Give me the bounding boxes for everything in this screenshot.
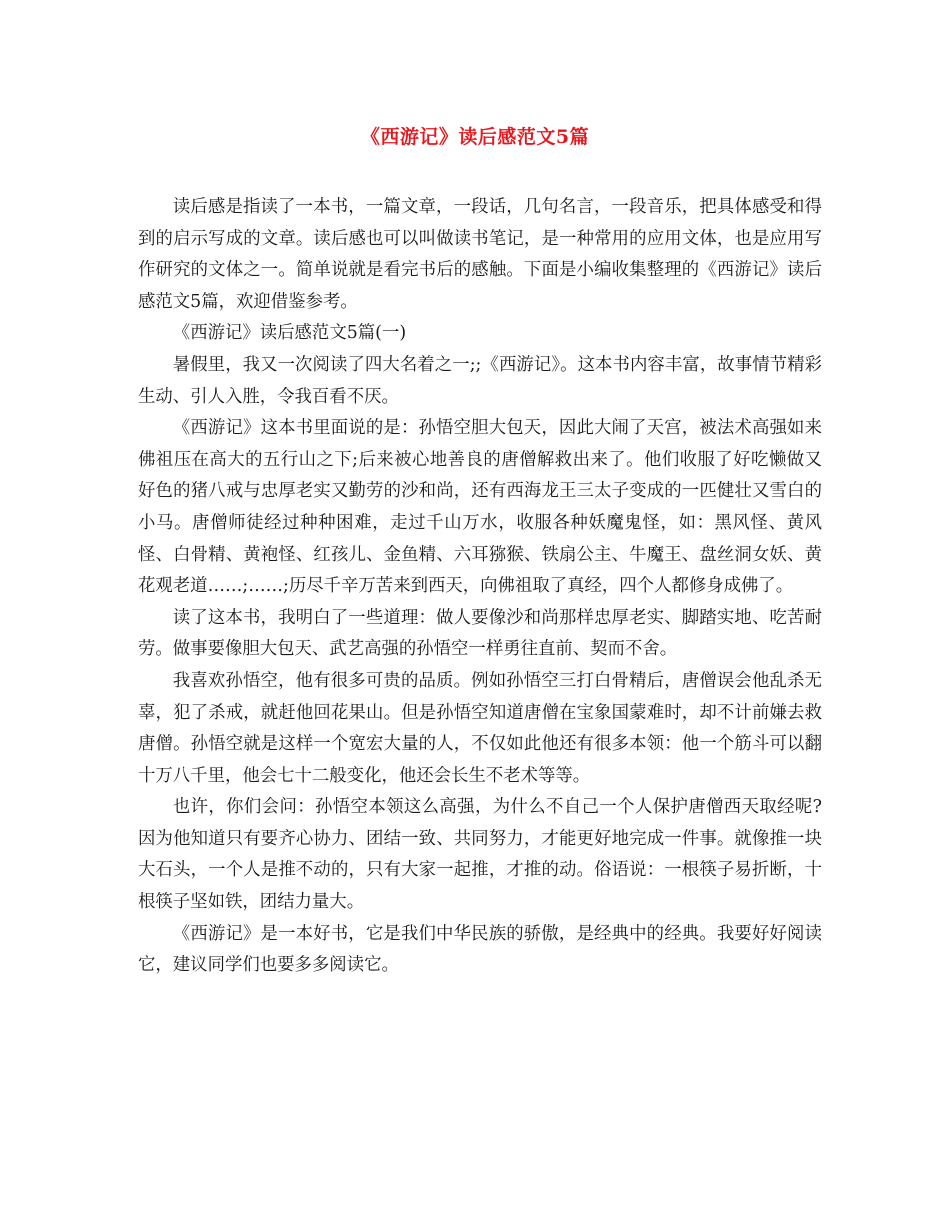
paragraph: 《西游记》是一本好书，它是我们中华民族的骄傲，是经典中的经典。我要好好阅读它，建议同学们也要多多阅读它。 (138, 923, 822, 976)
paragraph: 《西游记》这本书里面说的是：孙悟空胆大包天，因此大闹了天宫，被法术高强如来佛祖压在高大的五行山之下;后来被心地善良的唐僧解救出来了。他们收服了好吃懒做又好色的猪八戒与忠厚老实又勤劳的沙和尚，还有西海龙王三太子变成的一匹健壮又雪白的小马。唐僧师徒经过种种困难，走过千山万水，收服各种妖魔鬼怪，如：黑风怪、黄风怪、白骨精、黄袍怪、红孩儿、金鱼精、六耳猕猴、铁扇公主、牛魔王、盘丝洞女妖、黄花观老道……;……;历尽千辛万苦来到西天，向佛祖取了真经，四个人都修身成佛了。 (138, 418, 822, 597)
paragraph-intro: 读后感是指读了一本书，一篇文章，一段话，几句名言，一段音乐，把具体感受和得到的启示写成的文章。读后感也可以叫做读书笔记，是一种常用的应用文体，也是应用写作研究的文体之一。简单说就是看完书后的感触。下面是小编收集整理的《西游记》读后感范文5篇，欢迎借鉴参考。 (138, 197, 822, 312)
document-title: 《西游记》读后感范文5篇 (360, 126, 590, 148)
paragraph: 暑假里，我又一次阅读了四大名着之一;;《西游记》。这本书内容丰富，故事情节精彩生动、引人入胜，令我百看不厌。 (138, 354, 822, 407)
paragraph: 我喜欢孙悟空，他有很多可贵的品质。例如孙悟空三打白骨精后，唐僧误会他乱杀无辜，犯了杀戒，就赶他回花果山。但是孙悟空知道唐僧在宝象国蒙难时，却不计前嫌去救唐僧。孙悟空就是这样一个宽宏大量的人，不仅如此他还有很多本领：他一个筋斗可以翻十万八千里，他会七十二般变化，他还会长生不老术等等。 (138, 670, 822, 786)
paragraph: 也许，你们会问：孙悟空本领这么高强，为什么不自己一个人保护唐僧西天取经呢?因为他知道只有要齐心协力、团结一致、共同努力，才能更好地完成一件事。就像推一块大石头，一个人是推不动的，只有大家一起推，才推的动。俗语说：一根筷子易折断，十根筷子坚如铁，团结力量大。 (138, 797, 822, 913)
document-body (138, 192, 822, 982)
section-heading: 《西游记》读后感范文5篇(一) (172, 323, 407, 344)
paragraph: 读了这本书，我明白了一些道理：做人要像沙和尚那样忠厚老实、脚踏实地、吃苦耐劳。做事要像胆大包天、武艺高强的孙悟空一样勇往直前、契而不舍。 (138, 607, 822, 660)
